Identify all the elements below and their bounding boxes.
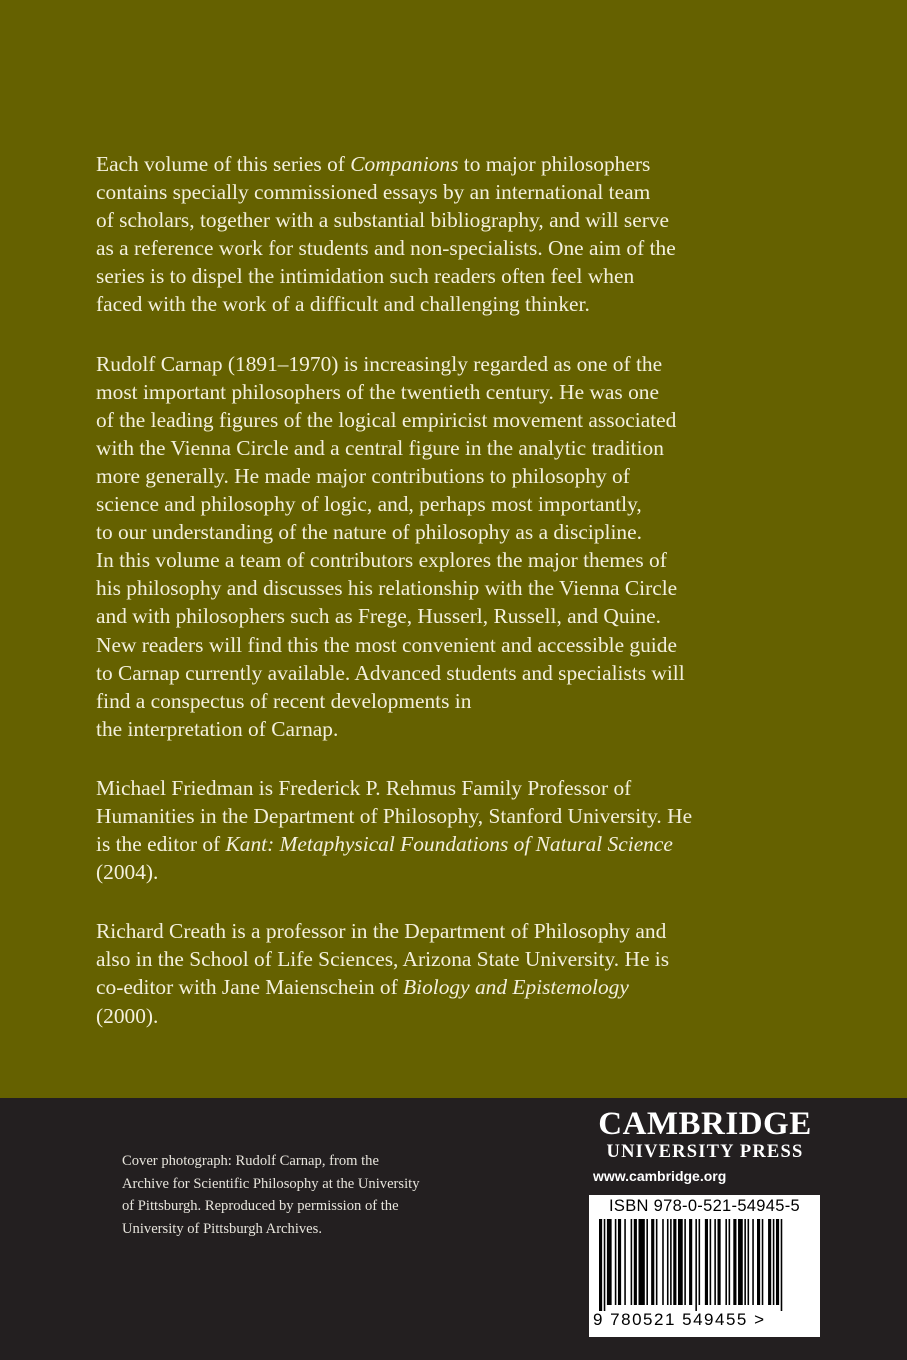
isbn-label: ISBN 978-0-521-54945-5 [609, 1197, 800, 1215]
barcode-bar [646, 1219, 648, 1305]
barcode-bar [710, 1219, 712, 1305]
barcode-bar [725, 1219, 727, 1305]
publisher-subtitle: UNIVERSITY PRESS [606, 1142, 804, 1162]
editor-bio-creath: Richard Creath is a professor in the Department of Philosophy and also in the School of Life Sciences, Arizona State University. He is co-editor with Jane Maienschein of Biology and Epistemology (2000). [96, 919, 670, 1028]
series-description: Each volume of this series of Companions to major philosophers contains specially commissioned essays by an international team of scholars, together with a substantial bibliography, and will serve as a reference work for students and non-specialists. One aim of the series is to dispel the intimidation such readers often feel when faced with the work of a difficult and challenging thinker. [96, 152, 676, 317]
blurb-text [96, 150, 816, 1061]
barcode-bar [781, 1219, 783, 1311]
barcode-bar [618, 1219, 621, 1305]
barcode-bar [748, 1219, 750, 1305]
barcode-bar [662, 1219, 664, 1305]
barcode-bar [689, 1219, 692, 1305]
barcode-bar [699, 1219, 701, 1305]
barcode-bar [651, 1219, 654, 1305]
barcode-bar [695, 1219, 697, 1311]
barcode-bar [639, 1219, 645, 1305]
barcode-bar [684, 1219, 686, 1305]
cover-photo-credit: Cover photograph: Rudolf Carnap, from the Archive for Scientific Philosophy at the University of Pittsburgh. Reproduced by permission of the University of Pittsburgh Archives. [122, 1153, 420, 1237]
barcode-bar [615, 1219, 617, 1305]
barcode-bar [607, 1219, 612, 1305]
barcode-bar [718, 1219, 721, 1305]
barcode-bars [599, 1219, 810, 1311]
barcode-bar [752, 1219, 754, 1305]
barcode-bar [776, 1219, 779, 1305]
barcode-bar [604, 1219, 606, 1311]
barcode-bar [705, 1219, 708, 1305]
barcode-bar [757, 1219, 760, 1305]
barcode-bar [599, 1219, 602, 1311]
publisher-logo [590, 1106, 820, 1162]
barcode-bar [714, 1219, 716, 1305]
publisher-url: www.cambridge.org [593, 1168, 727, 1184]
barcode-bar [738, 1219, 743, 1305]
book-description: Rudolf Carnap (1891–1970) is increasingly regarded as one of the most important philosophers of the twentieth century. He was one of the leading figures of the logical empiricist movement associated with the Vienna Circle and a central figure in the analytic tradition more generally. He made major contributions to philosophy of science and philosophy of logic, and, perhaps most importantly, to our understanding of the nature of philosophy as a discipline. In this volume a team of contributors explores the major themes of his philosophy and discusses his relationship with the Vienna Circle and with philosophers such as Frege, Husserl, Russell, and Quine. New readers will find this the most convenient and accessible guide to Carnap currently available. Advanced students and specialists will find a conspectus of recent developments in the interpretation of Carnap. [96, 351, 685, 741]
barcode-bar [733, 1219, 736, 1305]
barcode-bar [667, 1219, 669, 1305]
isbn-barcode [589, 1195, 820, 1337]
barcode-bar [729, 1219, 731, 1305]
barcode-bar [631, 1219, 633, 1305]
barcode-bar [670, 1219, 672, 1305]
publisher-name: CAMBRIDGE [598, 1106, 812, 1142]
barcode-bar [624, 1219, 626, 1305]
barcode-bar [678, 1219, 683, 1305]
editor-bio-friedman: Michael Friedman is Frederick P. Rehmus Family Professor of Humanities in the Department of Philosophy, Stanford University. He is the editor of Kant: Metaphysical Foundations of Natural Science (2004). [96, 775, 693, 885]
barcode-digits: 9 780521 549455 > [593, 1310, 766, 1329]
barcode-bar [673, 1219, 676, 1305]
barcode-bar [773, 1219, 775, 1305]
barcode-bar [768, 1219, 771, 1305]
barcode-bar [656, 1219, 658, 1305]
barcode-bar [634, 1219, 637, 1305]
barcode-bar [744, 1219, 746, 1305]
barcode-bar [762, 1219, 764, 1305]
